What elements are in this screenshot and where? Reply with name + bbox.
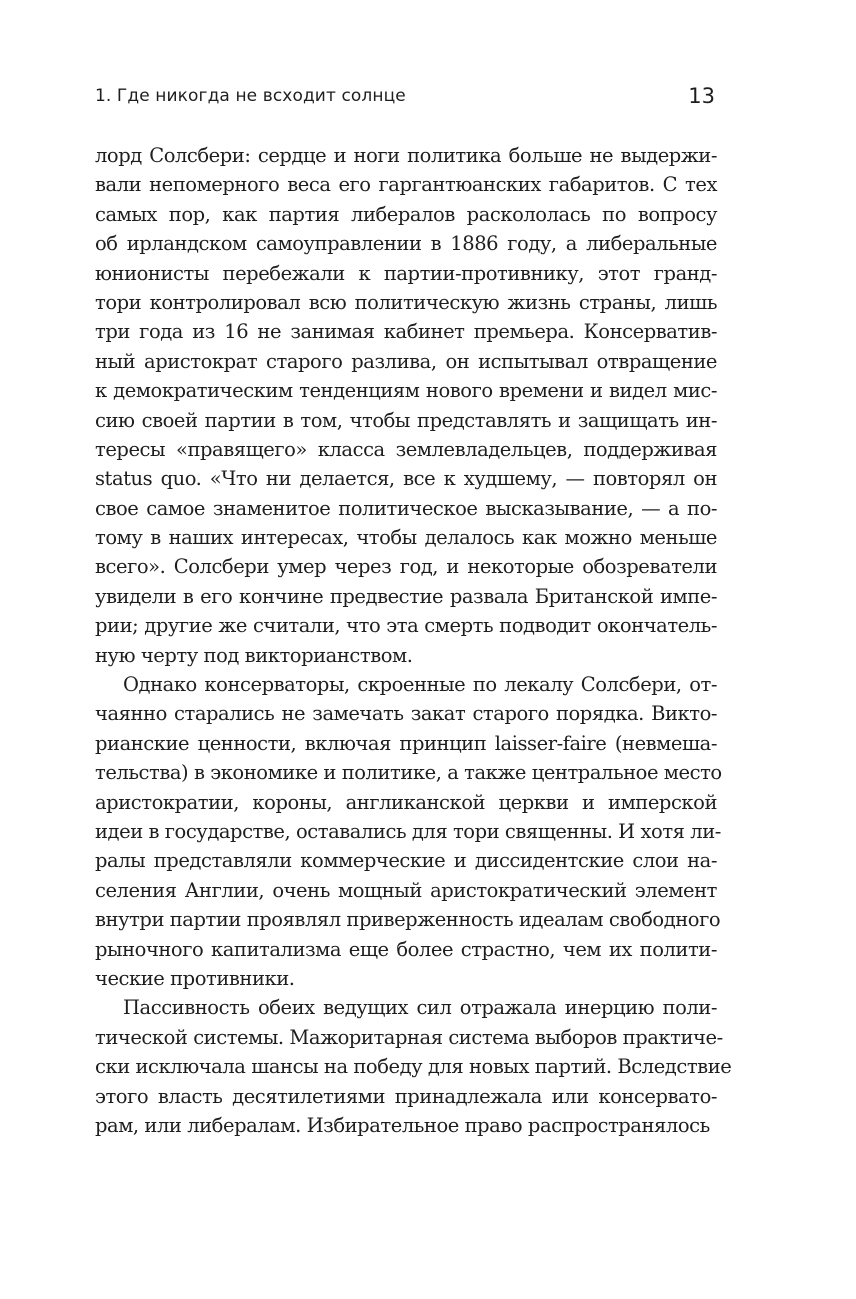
text-line: идеи в государстве, оставались для тори священны. И хотя ли- <box>95 819 721 843</box>
paragraph <box>95 993 732 1140</box>
text-line: ную черту под викторианством. <box>95 643 413 667</box>
text-line: лорд Солсбери: сердце и ноги политика больше не выдержи- <box>95 144 717 167</box>
text-line: рыночного капитализма еще более страстно, чем их полити- <box>95 937 717 961</box>
text-line: ный аристократ старого разлива, он испытывал отвращение <box>95 349 717 373</box>
text-line: тому в наших интересах, чтобы делалось как можно меньше <box>95 526 717 550</box>
text-line: этого власть десятилетиями принадлежала или консервато- <box>95 1084 717 1108</box>
text-line: тельства) в экономике и политике, а также центральное место <box>95 761 722 785</box>
paragraph <box>95 670 722 993</box>
text-line: тересы «правящего» класса землевладельцев, поддерживая <box>95 437 717 461</box>
text-line: ческие противники. <box>95 966 295 990</box>
text-line: рии; другие же считали, что эта смерть подводит окончатель- <box>95 614 717 638</box>
text-line: тической системы. Мажоритарная система выборов практиче- <box>95 1025 723 1049</box>
running-header <box>95 84 717 114</box>
text-line: ски исключала шансы на победу для новых партий. Вследствие <box>95 1055 732 1079</box>
text-line: вали непомерного веса его гаргантюанских габаритов. С тех <box>95 173 717 197</box>
text-line: увидели в его кончине предвестие развала Британской импе- <box>95 584 717 608</box>
text-line: самых пор, как партия либералов раскололась по вопросу <box>95 202 717 226</box>
text-line: свое самое знаменитое политическое высказывание, — а по- <box>95 496 717 520</box>
paragraph <box>95 141 717 670</box>
text-line: Пассивность обеих ведущих сил отражала инерцию поли- <box>123 996 717 1020</box>
page-number: 13 <box>688 84 715 108</box>
text-line: всего». Солсбери умер через год, и некоторые обозреватели <box>95 555 717 579</box>
text-line: рианские ценности, включая принцип laisser-faire (невмеша- <box>95 731 717 755</box>
text-line: внутри партии проявлял приверженность идеалам свободного <box>95 908 721 932</box>
chapter-title: 1. Где никогда не всходит солнце <box>95 86 406 106</box>
text-line: status quo. «Что ни делается, все к худшему, — повторял он <box>95 467 717 491</box>
text-line: аристократии, короны, англиканской церкви и имперской <box>95 790 717 814</box>
text-line: юнионисты перебежали к партии-противнику, этот гранд- <box>95 261 717 285</box>
text-line: к демократическим тенденциям нового времени и видел мис- <box>95 379 717 403</box>
text-line: сию своей партии в том, чтобы представлять и защищать ин- <box>95 408 717 432</box>
text-line: селения Англии, очень мощный аристократический элемент <box>95 878 717 902</box>
text-line: три года из 16 не занимая кабинет премьера. Консерватив- <box>95 320 717 344</box>
body-text <box>95 141 732 1140</box>
text-line: рам, или либералам. Избирательное право распространялось <box>95 1113 710 1137</box>
text-line: ралы представляли коммерческие и диссидентские слои на- <box>95 849 717 873</box>
text-line: Однако консерваторы, скроенные по лекалу Солсбери, от- <box>123 673 717 697</box>
text-line: чаянно старались не замечать закат старого порядка. Викто- <box>95 702 717 726</box>
text-line: тори контролировал всю политическую жизнь страны, лишь <box>95 290 717 314</box>
text-line: об ирландском самоуправлении в 1886 году, а либеральные <box>95 232 717 256</box>
